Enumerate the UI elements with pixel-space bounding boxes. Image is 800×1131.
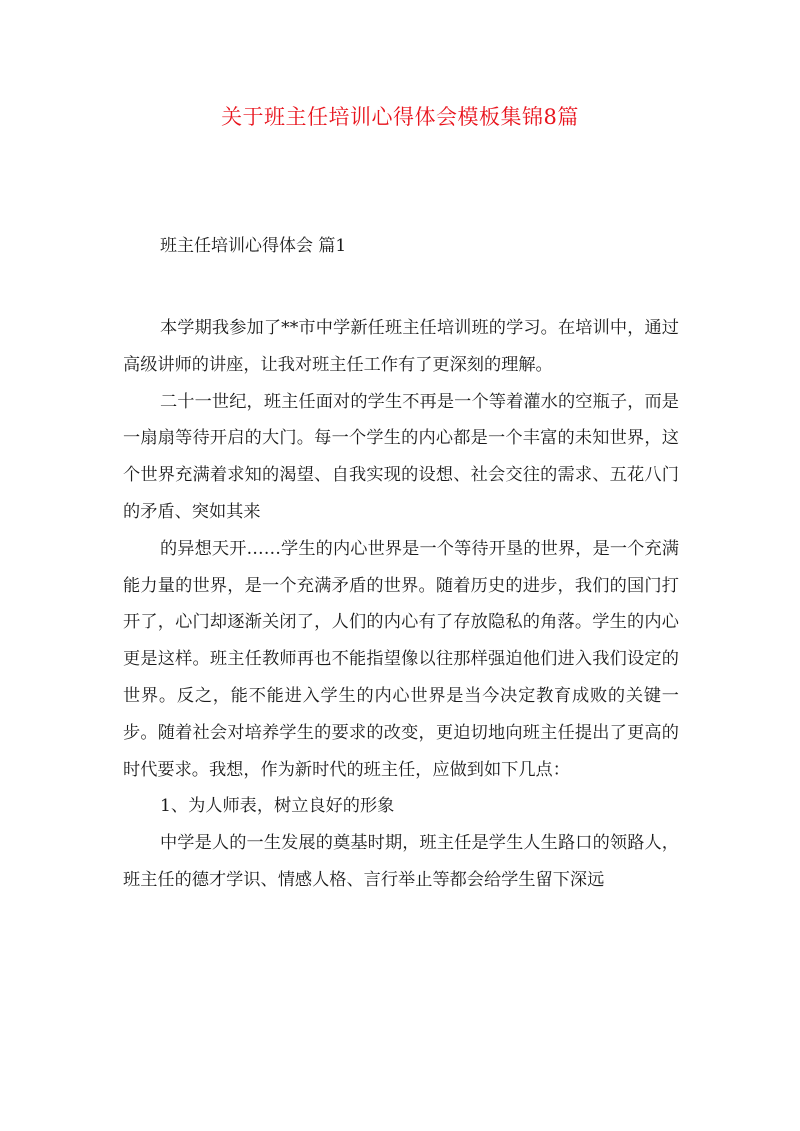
paragraph-middle-school: 中学是人的一生发展的奠基时期，班主任是学生人生路口的领路人，班主任的德才学识、情感人格、言行举止等都会给学生留下深远 [123, 833, 679, 890]
paragraph-point-1-heading: 1、为人师表，树立良好的形象 [160, 796, 395, 817]
document-body [123, 310, 679, 899]
paragraph-21st-century: 二十一世纪，班主任面对的学生不再是一个等着灌水的空瓶子，而是一扇扇等待开启的大门。每一个学生的内心都是一个丰富的未知世界，这个世界充满着求知的渴望、自我实现的设想、社会交往的需求、五花八门的矛盾、突如其来 [123, 391, 679, 522]
document-title: 关于班主任培训心得体会模板集锦8篇 [221, 105, 579, 129]
section-heading: 班主任培训心得体会 篇1 [160, 236, 347, 256]
paragraph-intro: 本学期我参加了**市中学新任班主任培训班的学习。在培训中，通过高级讲师的讲座，让我对班主任工作有了更深刻的理解。 [123, 318, 679, 375]
paragraph-inner-world: 的异想天开……学生的内心世界是一个等待开垦的世界，是一个充满能力量的世界，是一个充满矛盾的世界。随着历史的进步，我们的国门打开了，心门却逐渐关闭了，人们的内心有了存放隐私的角落。学生的内心更是这样。班主任教师再也不能指望像以往那样强迫他们进入我们设定的世界。反之，能不能进入学生的内心世界是当今决定教育成败的关键一步。随着社会对培养学生的要求的改变，更迫切地向班主任提出了更高的时代要求。我想，作为新时代的班主任，应做到如下几点： [123, 538, 679, 780]
